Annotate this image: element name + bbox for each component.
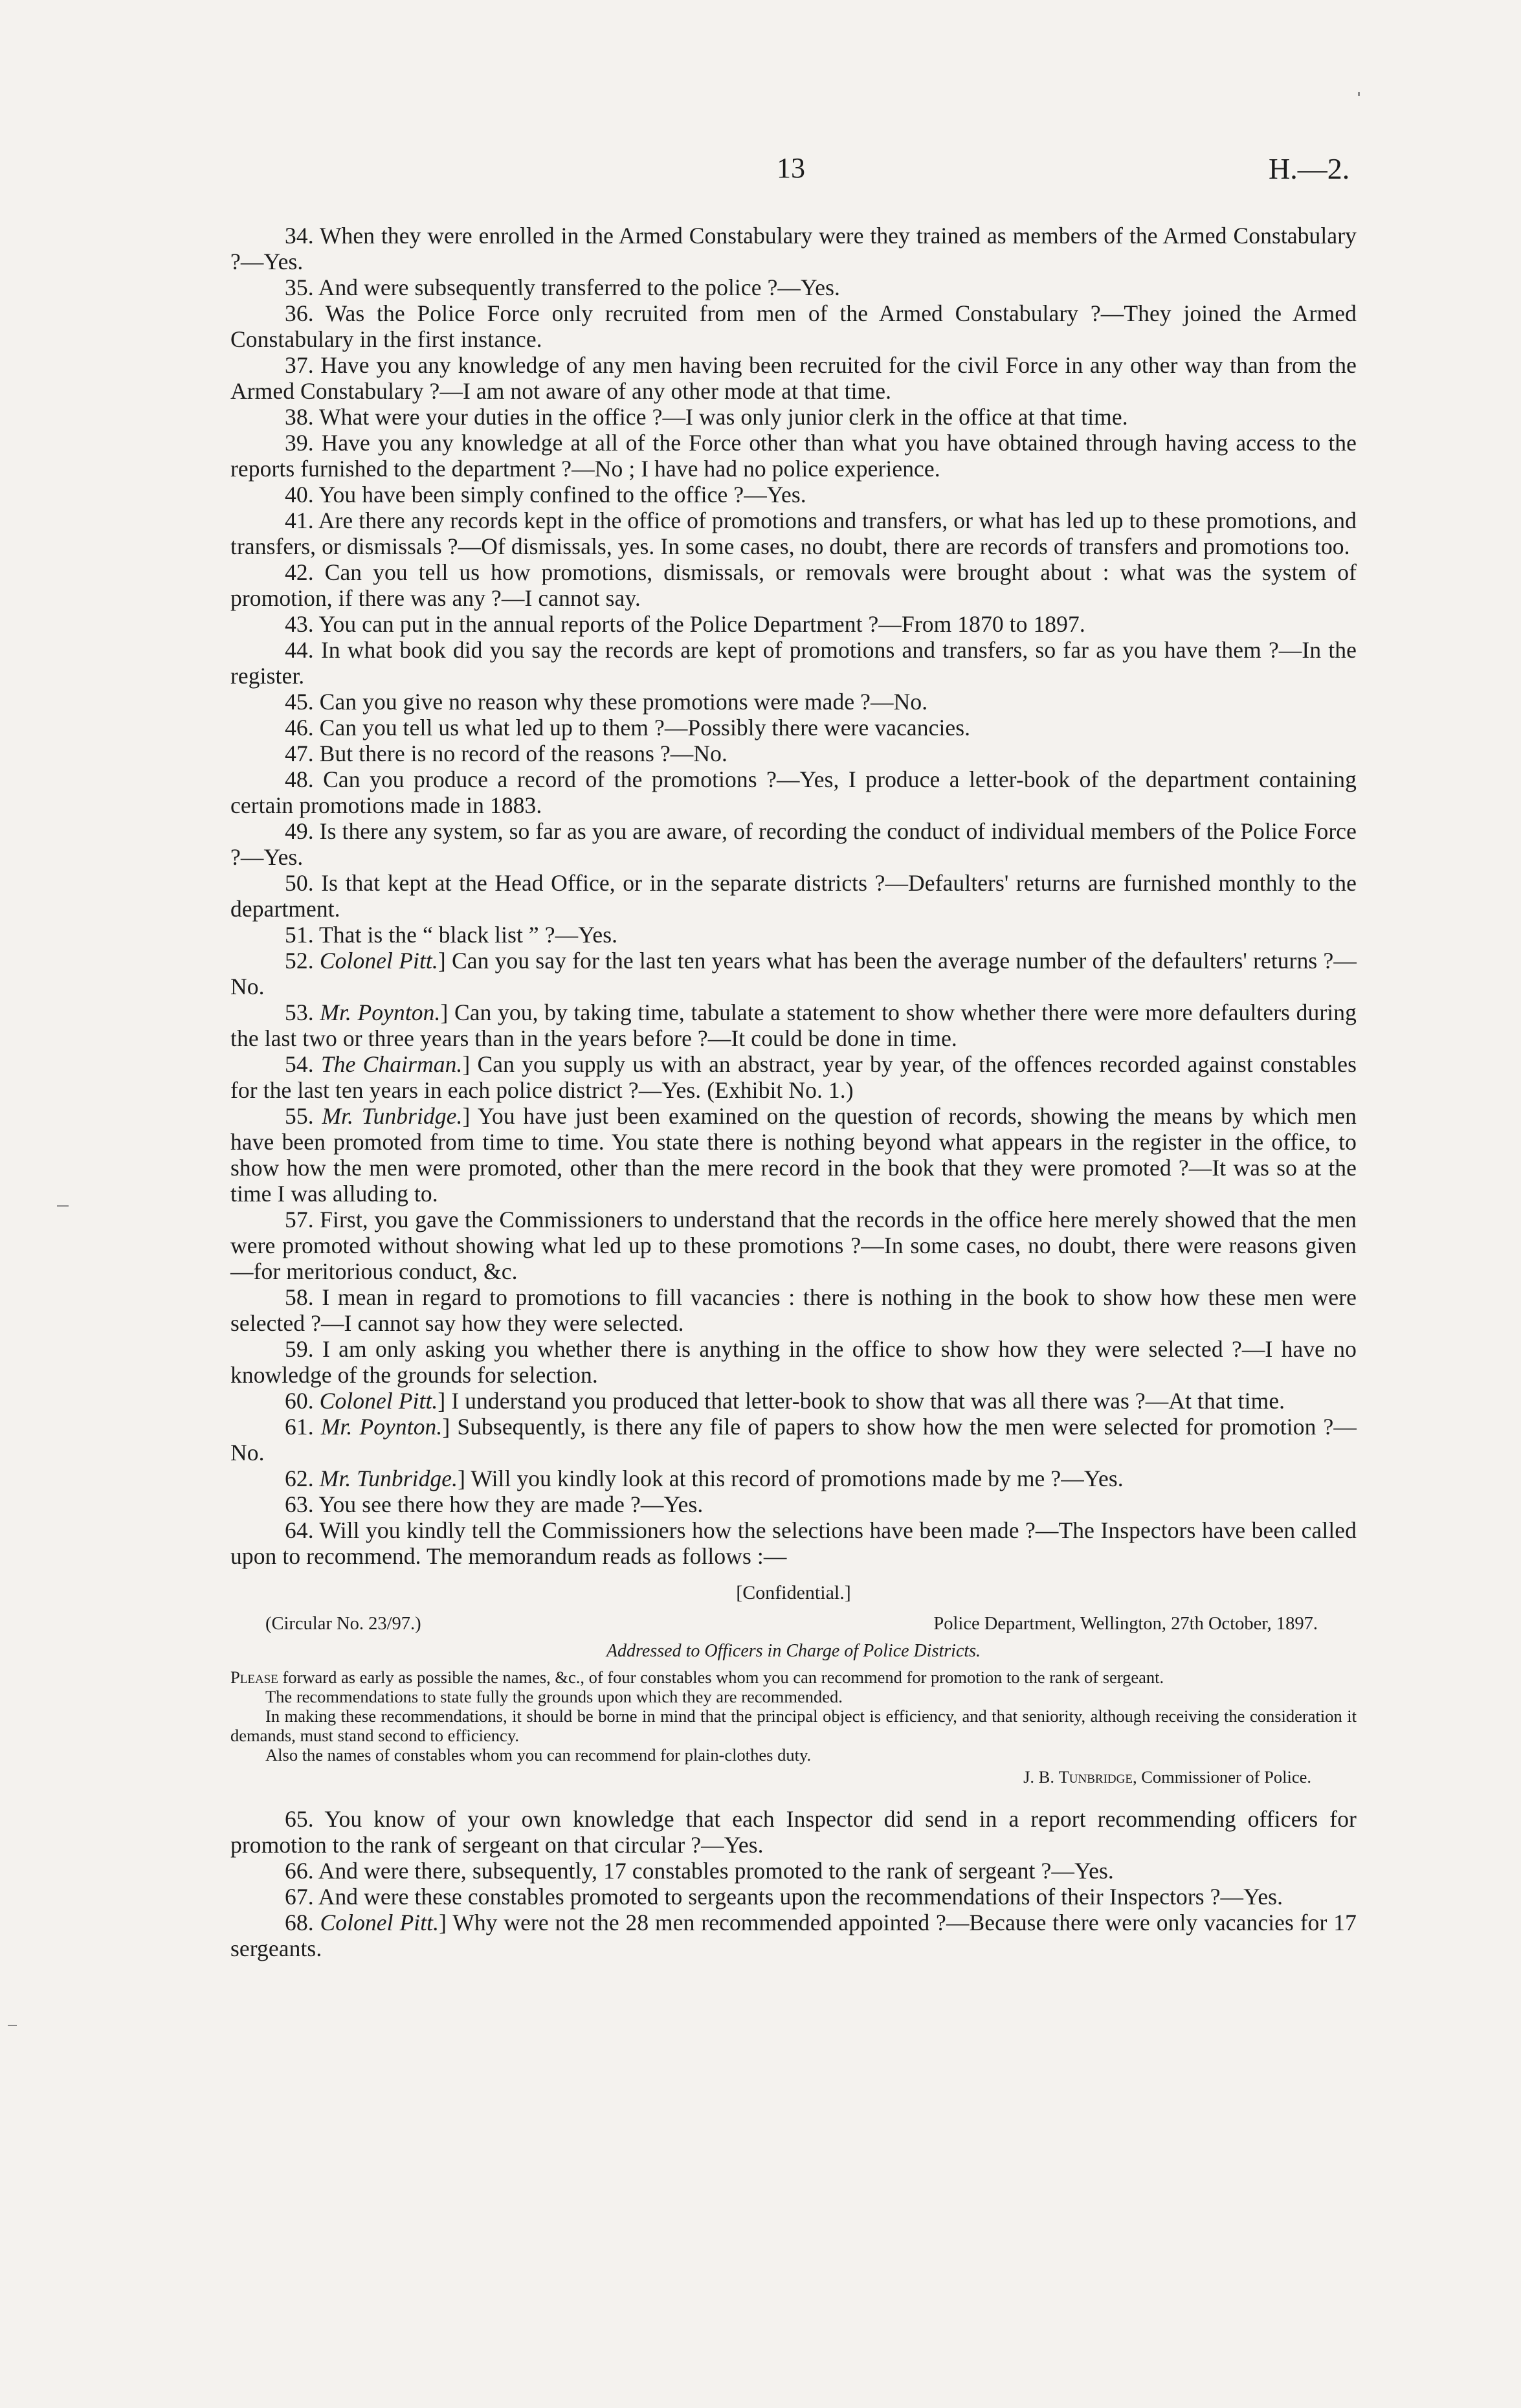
speaker-name: Mr. Poynton. [320,999,441,1025]
question-answer [230,1517,1357,1569]
question-text: Was the Police Force only recruited from men of the Armed Constabulary ?—They joined the Armed Constabulary in the first instance. [230,300,1357,352]
evidence-body [230,223,1357,1961]
question-number: 54. [285,1051,314,1077]
question-text: Can you say for the last ten years what has been the average number of the defaulters' returns ?—No. [230,948,1357,999]
question-answer: 62. Mr. Tunbridge.] Will you kindly look at this record of promotions made by me ?—Yes. [285,1466,1124,1491]
question-number: 40. [285,482,314,507]
question-text: Have you any knowledge of any men having been recruited for the civil Force in any other way than from the Armed Constabulary ?—I am not aware of any other mode at that time. [230,352,1357,404]
question-answer: 55. Mr. Tunbridge.] You have just been examined on the question of records, showing the means by which men have been promoted from time to time. You state there is nothing beyond what appears in the register in the office, to show how the men were promoted, other than the mere record in the book that they were promoted ?—It was so at the time I was alluding to. [230,1103,1357,1207]
question-text: And were these constables promoted to sergeants upon the recommendations of their Inspectors ?—Yes. [318,1884,1283,1910]
question-answer: 61. Mr. Poynton.] Subsequently, is there any file of papers to show how the men were selected for promotion ?—No. [230,1414,1357,1466]
question-number: 64. [285,1517,314,1543]
question-text: Is there any system, so far as you are aware, of recording the conduct of individual members of the Police Force ?—Yes. [230,818,1357,870]
question-number: 66. [285,1858,314,1884]
speaker-name: Colonel Pitt. [319,1388,438,1414]
question-text: Can you give no reason why these promotions were made ?—No. [319,689,928,715]
question-number: 37. [285,352,314,378]
question-text: You know of your own knowledge that each Inspector did send in a report recommending officers for promotion to the rank of sergeant on that circular ?—Yes. [230,1806,1357,1858]
question-text: Will you kindly look at this record of promotions made by me ?—Yes. [471,1466,1124,1491]
speaker-name: The Chairman. [320,1051,463,1077]
question-text: I mean in regard to promotions to fill vacancies : there is nothing in the book to show how these men were selected ?—I cannot say how they were selected. [230,1284,1357,1336]
question-number: 47. [285,741,314,766]
memo-paragraph-text: forward as early as possible the names, &c., of four constables whom you can recommend for promotion to the rank of sergeant. [282,1667,1164,1687]
question-number: 51. [285,922,314,948]
question-text: Subsequently, is there any file of papers to show how the men were selected for promotion ?—No. [230,1414,1357,1466]
question-answer [230,1806,1357,1858]
question-text: Can you tell us what led up to them ?—Possibly there were vacancies. [319,715,971,741]
question-text: Can you, by taking time, tabulate a statement to show whether there were more defaulters during the last two or three years than in the years before ?—It could be done in time. [230,999,1357,1051]
question-number: 48. [285,766,314,792]
question-answer: 53. Mr. Poynton.] Can you, by taking time, tabulate a statement to show whether there were more defaulters during the last two or three years than in the years before ?—It could be done in time. [230,999,1357,1051]
question-text: And were subsequently transferred to the police ?—Yes. [318,274,840,300]
question-number: 50. [285,870,314,896]
question-text: Are there any records kept in the office of promotions and transfers, or what has led up to these promotions, and transfers, or dismissals ?—Of dismissals, yes. In some cases, no doubt, there are records of transfers and promotions too. [230,507,1357,559]
question-number: 45. [285,689,314,715]
question-answer [230,559,1357,611]
question-answer [230,352,1357,404]
question-text: Have you any knowledge at all of the Force other than what you have obtained through having access to the reports furnished to the department ?—No ; I have had no police experience. [230,430,1357,482]
scan-mark [1358,92,1360,96]
question-text: And were there, subsequently, 17 constables promoted to the rank of sergeant ?—Yes. [318,1858,1114,1884]
question-number: 63. [285,1491,314,1517]
question-number: 42. [285,559,314,585]
speaker-name: Mr. Tunbridge. [319,1466,458,1491]
speaker-name: Colonel Pitt. [320,1910,439,1935]
question-number: 41. [285,507,314,533]
question-number: 34. [285,223,314,249]
memo-paragraph: In making these recommendations, it should be borne in mind that the principal object is efficiency, and that seniority, although receiving the consideration it demands, must stand second to efficiency. [230,1706,1357,1745]
circular-place-date: Police Department, Wellington, 27th October, 1897. [933,1614,1318,1634]
question-answer [230,1336,1357,1388]
evidence-list-continued [230,1806,1357,1961]
question-answer [230,430,1357,482]
question-text: You see there how they are made ?—Yes. [318,1491,704,1517]
question-text: Can you produce a record of the promotions ?—Yes, I produce a letter-book of the department containing certain promotions made in 1883. [230,766,1357,818]
question-text: Can you supply us with an abstract, year by year, of the offences recorded against constables for the last ten years in each police district ?—Yes. (Exhibit No. 1.) [230,1051,1357,1103]
question-number: 61. [285,1414,314,1440]
question-answer [230,300,1357,352]
memo-paragraph [230,1667,1357,1687]
circular-memorandum [230,1582,1357,1787]
question-number: 65. [285,1806,314,1832]
question-number: 55. [285,1103,314,1129]
page-number: 13 [777,152,805,184]
speaker-name: Mr. Tunbridge. [322,1103,463,1129]
question-number: 59. [285,1336,314,1362]
question-number: 46. [285,715,314,741]
question-text: Why were not the 28 men recommended appointed ?—Because there were only vacancies for 17 sergeants. [230,1910,1357,1961]
question-answer [230,741,1357,766]
question-text: First, you gave the Commissioners to understand that the records in the office here merely showed that the men were promoted without showing what led up to these promotions ?—In some cases, no doubt, there were reasons given—for meritorious conduct, &c. [230,1207,1357,1284]
question-number: 53. [285,999,314,1025]
question-answer [230,223,1357,274]
document-reference: H.—2. [1269,152,1350,185]
question-answer [230,1491,1357,1517]
question-text: Can you tell us how promotions, dismissals, or removals were brought about : what was the system of promotion, if there was any ?—I cannot say. [230,559,1357,611]
question-number: 60. [285,1388,314,1414]
question-text: That is the “ black list ” ?—Yes. [319,922,618,948]
question-answer [230,1858,1357,1884]
question-answer [230,1207,1357,1284]
question-text: You have just been examined on the question of records, showing the means by which men have been promoted from time to time. You state there is nothing beyond what appears in the register in the office, to show how the men were promoted, other than the mere record in the book that they were promoted ?—It was so at the time I was alluding to. [230,1103,1357,1207]
question-text: You can put in the annual reports of the Police Department ?—From 1870 to 1897. [318,611,1085,637]
question-text: I understand you produced that letter-book to show that was all there was ?—At that time. [451,1388,1285,1414]
question-text: But there is no record of the reasons ?—No. [319,741,727,766]
question-number: 49. [285,818,314,844]
question-number: 39. [285,430,314,456]
question-answer: 68. Colonel Pitt.] Why were not the 28 men recommended appointed ?—Because there were only vacancies for 17 sergeants. [230,1910,1357,1961]
circular-heading-row [230,1613,1357,1635]
question-number: 58. [285,1284,314,1310]
question-number: 35. [285,274,314,300]
question-text: You have been simply confined to the office ?—Yes. [318,482,806,507]
memo-lead-word: Please [230,1667,278,1687]
scan-mark [57,1205,69,1207]
question-answer [230,637,1357,689]
question-number: 52. [285,948,314,974]
question-number: 36. [285,300,314,326]
question-answer: 60. Colonel Pitt.] I understand you produced that letter-book to show that was all there was ?—At that time. [285,1388,1285,1414]
question-text: Is that kept at the Head Office, or in the separate districts ?—Defaulters' returns are furnished monthly to the department. [230,870,1357,922]
question-answer [230,766,1357,818]
memo-paragraph: The recommendations to state fully the grounds upon which they are recommended. [265,1687,843,1706]
circular-number: (Circular No. 23/97.) [265,1614,421,1634]
signature-title: Commissioner of Police. [1141,1767,1311,1787]
question-number: 62. [285,1466,314,1491]
question-answer [230,1884,1357,1910]
question-answer [230,404,1357,430]
question-text: In what book did you say the records are kept of promotions and transfers, so far as you have them ?—In the register. [230,637,1357,689]
signature-initials: J. B. [1023,1767,1054,1787]
question-number: 57. [285,1207,314,1232]
circular-addressee: Addressed to Officers in Charge of Police Districts. [606,1641,981,1661]
question-number: 67. [285,1884,314,1910]
question-answer: 54. The Chairman.] Can you supply us with an abstract, year by year, of the offences recorded against constables for the last ten years in each police district ?—Yes. (Exhibit No. 1.) [230,1051,1357,1103]
evidence-list [230,223,1357,1569]
question-text: I am only asking you whether there is anything in the office to show how they were selected ?—I have no knowledge of the grounds for selection. [230,1336,1357,1388]
question-number: 38. [285,404,314,430]
question-answer [230,922,1357,948]
signature-name: Tunbridge, [1058,1767,1137,1787]
speaker-name: Colonel Pitt. [319,948,438,974]
question-answer [230,689,1357,715]
memo-paragraph: Also the names of constables whom you can recommend for plain-clothes duty. [265,1745,812,1765]
question-text: When they were enrolled in the Armed Constabulary were they trained as members of the Armed Constabulary ?—Yes. [230,223,1357,274]
confidential-label: [Confidential.] [736,1582,851,1603]
question-number: 68. [285,1910,314,1935]
question-answer: 52. Colonel Pitt.] Can you say for the last ten years what has been the average number of the defaulters' returns ?—No. [230,948,1357,999]
question-number: 44. [285,637,314,663]
question-number: 43. [285,611,314,637]
question-answer [230,611,1357,637]
question-answer [230,274,1357,300]
question-answer [230,482,1357,507]
question-answer [230,818,1357,870]
question-text: Will you kindly tell the Commissioners how the selections have been made ?—The Inspectors have been called upon to recommend. The memorandum reads as follows :— [230,1517,1357,1569]
speaker-name: Mr. Poynton. [320,1414,443,1440]
question-answer [230,1284,1357,1336]
question-text: What were your duties in the office ?—I was only junior clerk in the office at that time. [319,404,1128,430]
question-answer [230,870,1357,922]
question-answer [230,715,1357,741]
scan-mark [8,2025,17,2026]
memo-signature [230,1767,1311,1787]
question-answer [230,507,1357,559]
